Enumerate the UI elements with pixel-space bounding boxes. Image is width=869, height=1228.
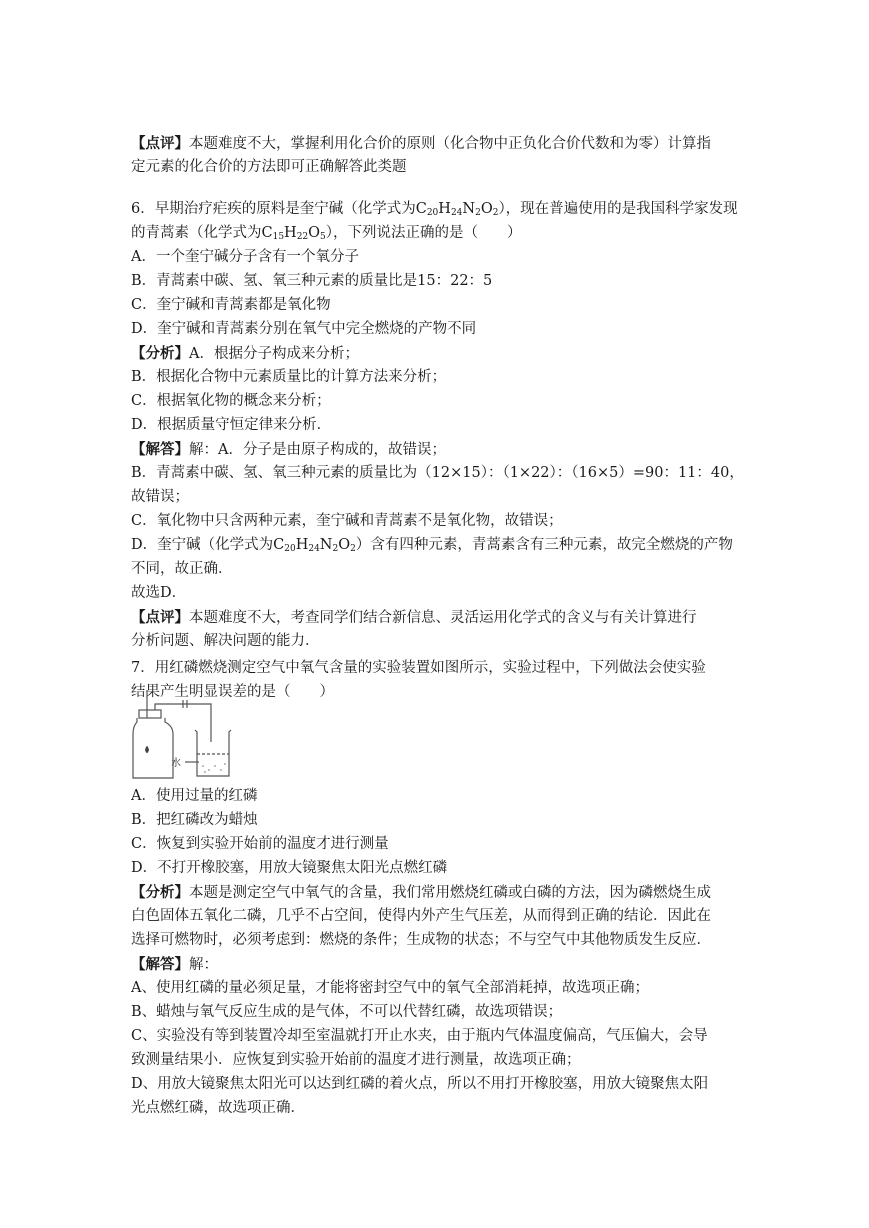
comment-tag: 【点评】: [131, 609, 189, 626]
q6-analysis-a: 【分析】A．根据分子构成来分析；: [131, 345, 359, 362]
analysis-tag: 【分析】: [131, 884, 189, 901]
answer-tag: 【解答】: [131, 956, 189, 973]
analysis-tag: 【分析】: [131, 345, 189, 362]
q6-stem-line-1: 6．早期治疗疟疾的原料是奎宁碱（化学式为$C_{20}H_{24}N_2O_2$），现在普遍使用的是我国科学家发现: [131, 201, 738, 218]
q7-answer-a: A、使用红磷的量必须足量，才能将密封空气中的氧气全部消耗掉，故选项正确；: [131, 980, 649, 996]
bottle-outline: [133, 718, 173, 778]
water-label: 水: [171, 758, 181, 769]
q6-analysis-c: C．根据氧化物的概念来分析；: [131, 393, 331, 409]
q6-analysis-d: D．根据质量守恒定律来分析．: [131, 417, 332, 433]
q7-answer-c-1: C、实验没有等到装置冷却至室温就打开止水夹，由于瓶内气体温度偏高，气压偏大，会导: [131, 1028, 708, 1044]
q7-answer-head: 【解答】解：: [131, 956, 218, 973]
prev-comment-line-2: 定元素的化合价的方法即可正确解答此类题: [131, 159, 407, 175]
q7-stem-line-2: 结果产生明显误差的是（ ）: [131, 684, 334, 700]
q7-option-a: A．使用过量的红磷: [131, 788, 258, 804]
q7-analysis-1: 【分析】本题是测定空气中氧气的含量，我们常用燃烧红磷或白磷的方法，因为磷燃烧生成: [131, 884, 711, 901]
delivery-tube: [155, 704, 211, 742]
q7-option-c: C．恢复到实验开始前的温度才进行测量: [131, 836, 389, 852]
q7-answer-b: B、蜡烛与氧气反应生成的是气体，不可以代替红磷，故选项错误；: [131, 1004, 563, 1020]
q7-analysis-3: 选择可燃物时，必须考虑到：燃烧的条件；生成物的状态；不与空气中其他物质发生反应．: [131, 932, 711, 948]
beaker-outline: [195, 730, 231, 776]
q7-stem-line-1: 7．用红磷燃烧测定空气中氧气含量的实验装置如图所示，实验过程中，下列做法会使实验: [131, 660, 706, 676]
q6-option-b: B．青蒿素中碳、氢、氧三种元素的质量比是15：22：5: [131, 273, 493, 289]
prev-comment-line-1: 【点评】本题难度不大，掌握利用化合价的原则（化合物中正负化合价代数和为零）计算指: [131, 135, 711, 152]
q6-option-a: A．一个奎宁碱分子含有一个氧分子: [131, 249, 359, 265]
comment-tag: 【点评】: [131, 135, 189, 152]
q7-answer-d-2: 光点燃红磷，故选项正确．: [131, 1100, 305, 1116]
apparatus-drawing: [131, 690, 249, 782]
q6-answer-a: 【解答】解：A．分子是由原子构成的，故错误；: [131, 441, 446, 458]
q6-option-c: C．奎宁碱和青蒿素都是氧化物: [131, 297, 331, 313]
q6-comment-2: 分析问题、解决问题的能力．: [131, 633, 320, 649]
q6-stem-line-2: 的青蒿素（化学式为$C_{15}H_{22}O_5$），下列说法正确的是（ ）: [131, 225, 522, 242]
q7-option-b: B．把红磷改为蜡烛: [131, 812, 258, 828]
answer-tag: 【解答】: [131, 441, 189, 458]
q6-answer-d-1: D．奎宁碱（化学式为$C_{20}H_{24}N_2O_2$）含有四种元素，青蒿素含有三种元素，故完全燃烧的产物: [131, 537, 733, 554]
apparatus-figure: [131, 690, 249, 782]
q6-choice: 故选D．: [131, 585, 187, 601]
flame-icon: [145, 746, 149, 753]
q6-comment-1: 【点评】本题难度不大，考查同学们结合新信息、灵活运用化学式的含义与有关计算进行: [131, 609, 697, 626]
q7-option-d: D．不打开橡胶塞，用放大镜聚焦太阳光点燃红磷: [131, 860, 448, 876]
rubber-stopper: [139, 710, 161, 718]
q6-option-d: D．奎宁碱和青蒿素分别在氧气中完全燃烧的产物不同: [131, 321, 477, 337]
q7-analysis-2: 白色固体五氧化二磷，几乎不占空间，使得内外产生气压差，从而得到正确的结论．因此在: [131, 908, 711, 924]
q6-analysis-b: B．根据化合物中元素质量比的计算方法来分析；: [131, 369, 447, 385]
q7-answer-c-2: 致测量结果小．应恢复到实验开始前的温度才进行测量，故选项正确；: [131, 1052, 581, 1068]
q6-answer-b-1: B．青蒿素中碳、氢、氧三种元素的质量比为（12×15）：（1×22）：（16×5）=90：11：40，: [131, 465, 744, 481]
q6-answer-b-2: 故错误；: [131, 489, 189, 505]
q6-answer-c: C．氧化物中只含两种元素，奎宁碱和青蒿素不是氧化物，故错误；: [131, 513, 563, 529]
q6-answer-d-2: 不同，故正确．: [131, 561, 233, 577]
q7-answer-d-1: D、用放大镜聚焦太阳光可以达到红磷的着火点，所以不用打开橡胶塞，用放大镜聚焦太阳: [131, 1076, 709, 1092]
